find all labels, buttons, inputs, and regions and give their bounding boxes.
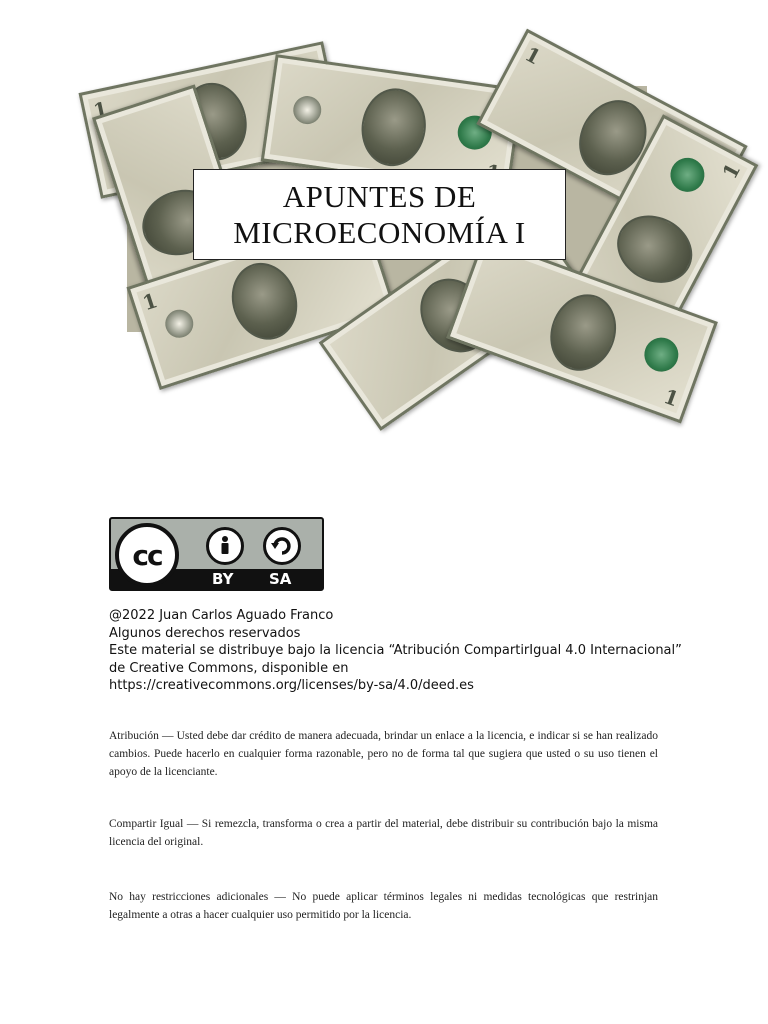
share-alike-paragraph: Compartir Igual — Si remezcla, transforma o crea a partir del material, debe distribuir su contribución bajo la misma licencia del original.: [109, 818, 658, 848]
cc-icon-text: cc: [132, 538, 162, 572]
dollar-bill: 1: [126, 210, 397, 390]
cover-title-line2: MICROECONOMÍA I: [233, 214, 526, 250]
attribution-paragraph: Atribución — Usted debe dar crédito de manera adecuada, brindar un enlace a la licencia, e indicar si se han realizado cambios. Puede hacerlo en cualquier forma razonable, pero no de forma tal que sugiera que usted o su uso tienen el apoyo de la licenciante.: [109, 730, 658, 778]
rights-line: Algunos derechos reservados: [109, 625, 301, 641]
cc-by-sa-badge[interactable]: [109, 517, 324, 591]
dollar-bill: 1: [546, 114, 759, 385]
license-source-line: de Creative Commons, disponible en: [109, 660, 349, 676]
license-url-link[interactable]: https://creativecommons.org/licenses/by-sa/4.0/deed.es: [109, 678, 474, 694]
sa-label: SA: [269, 570, 292, 588]
dollar-bill: 1: [79, 41, 346, 199]
copyright-line: @2022 Juan Carlos Aguado Franco: [109, 608, 334, 623]
cover-title-box: [193, 169, 566, 260]
cc-icon: [115, 523, 179, 587]
license-credits: [109, 607, 682, 695]
no-restrictions-paragraph: No hay restricciones adicionales — No puede aplicar términos legales ni medidas tecnológicas que restrinjan legalmente a otras a hacer cualquier uso permitido por la licencia.: [109, 891, 658, 921]
by-label: BY: [212, 570, 234, 588]
share-alike-icon: [263, 527, 301, 565]
dollar-bill: 1: [476, 29, 747, 242]
license-statement-line: Este material se distribuye bajo la licencia “Atribución CompartirIgual 4.0 Internacional”: [109, 643, 682, 659]
attribution-icon: [206, 527, 244, 565]
cover-title-line1: APUNTES DE: [282, 178, 477, 214]
dollar-bill: 1: [446, 237, 718, 424]
